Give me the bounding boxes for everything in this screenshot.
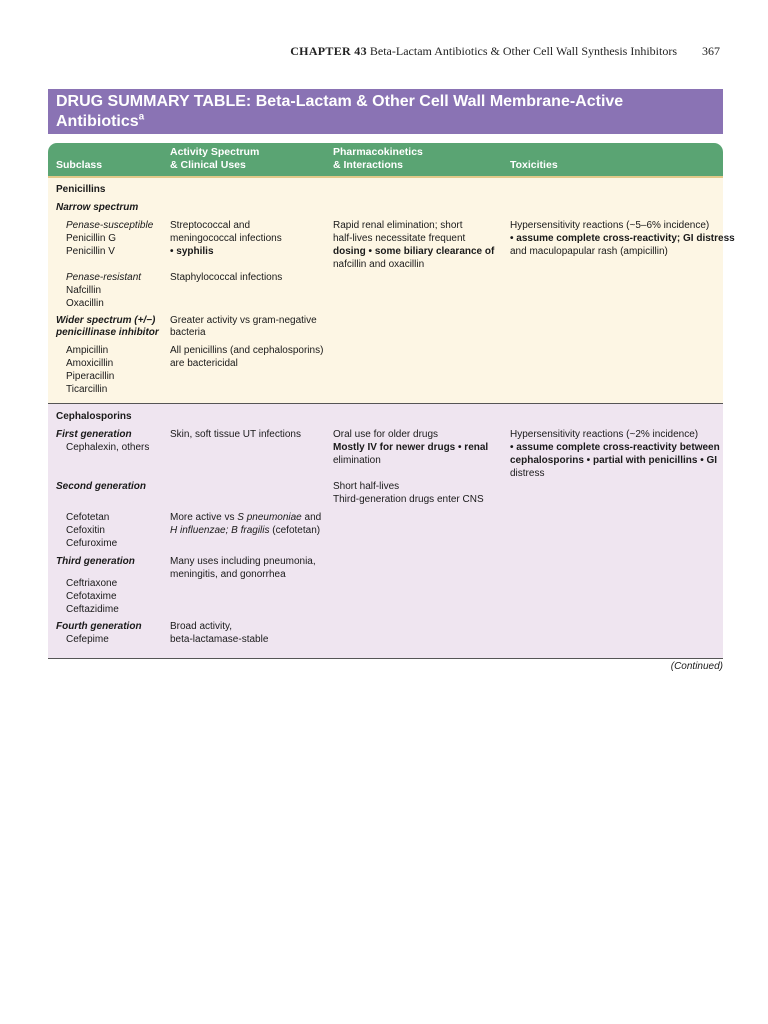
activity-wider-line2: bacteria xyxy=(170,327,206,338)
column-activity xyxy=(170,146,259,172)
wider-spectrum-label-line1: Wider spectrum (+/−) xyxy=(56,315,156,326)
first-generation-label: First generation xyxy=(56,429,132,440)
column-pharmacokinetics xyxy=(333,146,423,172)
chapter-label: CHAPTER 43 xyxy=(290,44,367,58)
penase-susceptible-label: Penase-susceptible xyxy=(66,220,154,231)
section-cephalosporins xyxy=(48,404,723,659)
drug-cefepime: Cefepime xyxy=(66,634,109,645)
drug-cephalexin: Cephalexin, others xyxy=(66,442,150,453)
table-title-line2: Antibiotics xyxy=(56,113,139,130)
drug-cefotetan: Cefotetan xyxy=(66,512,110,523)
tox-ceph-line2: • assume complete cross-reactivity between xyxy=(510,442,720,453)
tox-penicillin-line3: and maculopapular rash (ampicillin) xyxy=(510,246,668,257)
activity-second-line2 xyxy=(170,525,320,538)
penase-resistant-label: Penase-resistant xyxy=(66,272,142,283)
activity-second-and: and xyxy=(301,512,322,523)
activity-fourth-line2: beta-lactamase-stable xyxy=(170,634,269,645)
section-heading-penicillins: Penicillins xyxy=(56,184,106,195)
drug-piperacillin: Piperacillin xyxy=(66,371,115,382)
activity-first-gen: Skin, soft tissue UT infections xyxy=(170,429,301,440)
second-generation-label: Second generation xyxy=(56,481,147,492)
running-head xyxy=(48,44,720,59)
drug-ampicillin: Ampicillin xyxy=(66,345,109,356)
wider-spectrum-label-line2: penicillinase inhibitor xyxy=(56,327,159,338)
tox-ceph-line3: cephalosporins • partial with penicillins • GI xyxy=(510,455,718,466)
column-activity-line1: Activity Spectrum xyxy=(170,146,260,158)
pk-second-line1: Short half-lives xyxy=(333,481,400,492)
pk-ceph-line2: Mostly IV for newer drugs • renal xyxy=(333,442,489,453)
activity-second-drug-note: (cefotetan) xyxy=(269,525,321,536)
activity-second-line1 xyxy=(170,512,321,525)
drug-penicillin-g: Penicillin G xyxy=(66,233,117,244)
pk-penicillin-line3: dosing • some biliary clearance of xyxy=(333,246,495,257)
section-heading-cephalosporins: Cephalosporins xyxy=(56,411,132,422)
column-pk-line2: & Interactions xyxy=(333,159,404,171)
third-generation-label: Third generation xyxy=(56,556,135,567)
pk-ceph-line1: Oral use for older drugs xyxy=(333,429,439,440)
activity-susceptible-line3: • syphilis xyxy=(170,246,214,257)
activity-susceptible-line2: meningococcal infections xyxy=(170,233,282,244)
drug-cefoxitin: Cefoxitin xyxy=(66,525,105,536)
table-title-line1: DRUG SUMMARY TABLE: Beta-Lactam & Other Cell Wall Membrane-Active xyxy=(56,93,624,110)
pk-second-line2: Third-generation drugs enter CNS xyxy=(333,494,484,505)
drug-ceftazidime: Ceftazidime xyxy=(66,604,119,615)
table-title xyxy=(48,89,723,134)
column-pk-line1: Pharmacokinetics xyxy=(333,146,423,158)
continued-note: (Continued) xyxy=(670,661,723,672)
drug-cefotaxime: Cefotaxime xyxy=(66,591,117,602)
activity-fourth-line1: Broad activity, xyxy=(170,621,233,632)
column-toxicities: Toxicities xyxy=(510,159,558,171)
drug-amoxicillin: Amoxicillin xyxy=(66,358,114,369)
narrow-spectrum-label: Narrow spectrum xyxy=(56,202,139,213)
activity-bactericidal-line2: are bactericidal xyxy=(170,358,238,369)
drug-oxacillin: Oxacillin xyxy=(66,298,104,309)
pk-penicillin-line4: nafcillin and oxacillin xyxy=(333,259,425,270)
column-subclass: Subclass xyxy=(56,159,103,171)
activity-wider-line1: Greater activity vs gram-negative xyxy=(170,315,317,326)
tox-ceph-line1: Hypersensitivity reactions (~2% incidence) xyxy=(510,429,699,440)
pk-ceph-line3: elimination xyxy=(333,455,381,466)
drug-cefuroxime: Cefuroxime xyxy=(66,538,118,549)
pk-penicillin-line2: half-lives necessitate frequent xyxy=(333,233,466,244)
tox-penicillin-line2: • assume complete cross-reactivity; GI distress xyxy=(510,233,735,244)
drug-ticarcillin: Ticarcillin xyxy=(66,384,108,395)
activity-second-organism: S pneumoniae xyxy=(237,512,302,523)
activity-third-line1: Many uses including pneumonia, xyxy=(170,556,316,567)
page-number: 367 xyxy=(702,44,720,58)
activity-bactericidal-line1: All penicillins (and cephalosporins) xyxy=(170,345,324,356)
table-column-header xyxy=(48,143,723,176)
drug-ceftriaxone: Ceftriaxone xyxy=(66,578,118,589)
title-footnote-marker: a xyxy=(138,111,145,123)
activity-susceptible-line1: Streptococcal and xyxy=(170,220,251,231)
tox-ceph-line4: distress xyxy=(510,468,545,479)
column-activity-line2: & Clinical Uses xyxy=(170,159,246,171)
pk-penicillin-line1: Rapid renal elimination; short xyxy=(333,220,463,231)
activity-second-organisms: H influenzae; B fragilis xyxy=(170,525,270,536)
activity-second-text: More active vs xyxy=(170,512,238,523)
tox-penicillin-line1: Hypersensitivity reactions (~5–6% incidence) xyxy=(510,220,710,231)
drug-penicillin-v: Penicillin V xyxy=(66,246,115,257)
section-penicillins xyxy=(48,176,735,404)
drug-nafcillin: Nafcillin xyxy=(66,285,102,296)
activity-resistant: Staphylococcal infections xyxy=(170,272,283,283)
chapter-title: Beta-Lactam Antibiotics & Other Cell Wall Synthesis Inhibitors xyxy=(369,44,677,58)
fourth-generation-label: Fourth generation xyxy=(56,621,142,632)
activity-third-line2: meningitis, and gonorrhea xyxy=(170,569,286,580)
